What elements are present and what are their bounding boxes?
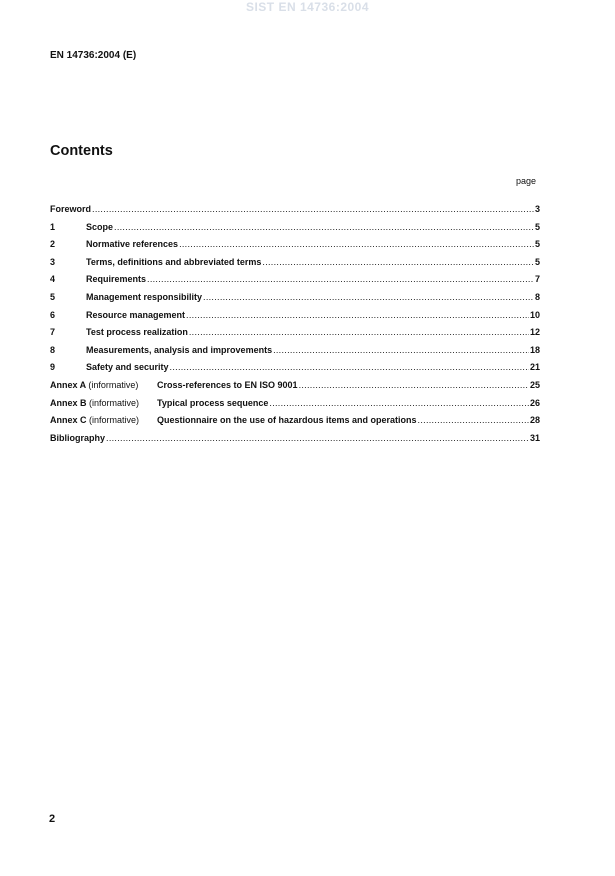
toc-entry-page: 31 <box>529 432 540 443</box>
toc-entry-page: 21 <box>529 362 540 373</box>
toc-annex-entry[interactable] <box>50 415 540 433</box>
toc-entry-page: 7 <box>534 274 540 285</box>
toc-entry-number: 4 <box>50 274 56 285</box>
toc-entry-page: 18 <box>529 344 540 355</box>
annex-id <box>50 398 157 408</box>
toc-entry-label: Normative references <box>86 239 179 250</box>
annex-type: (informative) <box>89 415 140 426</box>
toc-entry-label: Test process realization <box>86 327 188 338</box>
toc-entry[interactable] <box>50 274 540 292</box>
toc-entry-page: 25 <box>529 379 540 390</box>
toc-entry-page: 5 <box>534 239 540 250</box>
toc-entry-page: 10 <box>529 309 540 320</box>
annex-type: (informative) <box>89 397 140 408</box>
toc-entry[interactable] <box>50 292 540 310</box>
toc-entry-label: Typical process sequence <box>157 397 269 408</box>
toc-entry-page: 3 <box>534 204 540 214</box>
toc-entry[interactable] <box>50 310 540 328</box>
toc-entry-foreword[interactable] <box>50 204 540 222</box>
table-of-contents <box>50 204 540 450</box>
dot-leader <box>92 204 534 214</box>
page-number: 2 <box>49 813 56 825</box>
dot-leader <box>418 415 529 425</box>
page-title: Contents <box>50 143 113 159</box>
toc-entry[interactable] <box>50 362 540 380</box>
dot-leader <box>147 274 534 284</box>
toc-entry-label: Management responsibility <box>86 291 203 302</box>
toc-entry-page: 26 <box>529 397 540 408</box>
toc-entry-label: Terms, definitions and abbreviated terms <box>86 256 262 267</box>
annex-id <box>50 415 157 425</box>
page-column-label: page <box>516 176 537 186</box>
dot-leader <box>114 222 534 232</box>
toc-entry-number: 6 <box>50 309 56 320</box>
watermark: SIST EN 14736:2004 <box>245 0 370 14</box>
toc-entry-label: Scope <box>86 221 114 232</box>
dot-leader <box>186 310 529 320</box>
toc-entry-bibliography[interactable] <box>50 433 540 451</box>
toc-entry-page: 5 <box>534 221 540 232</box>
dot-leader <box>189 327 529 337</box>
annex-letter: Annex B <box>50 397 87 408</box>
toc-entry-label: Requirements <box>86 274 147 285</box>
toc-entry[interactable] <box>50 345 540 363</box>
annex-type: (informative) <box>88 379 139 390</box>
toc-entry-label: Resource management <box>86 309 186 320</box>
toc-entry[interactable] <box>50 257 540 275</box>
dot-leader <box>299 380 529 390</box>
dot-leader <box>203 292 534 302</box>
toc-entry-label: Questionnaire on the use of hazardous items and operations <box>157 415 417 426</box>
toc-entry-page: 28 <box>529 415 540 426</box>
toc-entry[interactable] <box>50 239 540 257</box>
toc-entry-page: 5 <box>534 256 540 267</box>
toc-entry-number: 2 <box>50 239 56 250</box>
toc-entry-number: 9 <box>50 362 56 373</box>
dot-leader <box>262 257 534 267</box>
toc-entry-number: 7 <box>50 327 56 338</box>
dot-leader <box>179 239 534 249</box>
document-id: EN 14736:2004 (E) <box>50 50 137 61</box>
toc-entry-label: Foreword <box>50 204 92 214</box>
toc-entry-page: 8 <box>534 291 540 302</box>
toc-entry-number: 3 <box>50 256 56 267</box>
toc-annex-entry[interactable] <box>50 398 540 416</box>
toc-entry-label: Bibliography <box>50 432 106 443</box>
annex-letter: Annex A <box>50 379 86 390</box>
toc-entry[interactable] <box>50 222 540 240</box>
toc-entry-label: Safety and security <box>86 362 169 373</box>
toc-entry[interactable] <box>50 327 540 345</box>
annex-letter: Annex C <box>50 415 87 426</box>
toc-entry-number: 8 <box>50 344 56 355</box>
dot-leader <box>269 398 529 408</box>
toc-entry-number: 1 <box>50 221 56 232</box>
toc-entry-label: Measurements, analysis and improvements <box>86 344 273 355</box>
toc-entry-label: Cross-references to EN ISO 9001 <box>157 379 298 390</box>
toc-entry-number: 5 <box>50 291 56 302</box>
dot-leader <box>273 345 529 355</box>
dot-leader <box>106 433 529 443</box>
dot-leader <box>170 362 529 372</box>
toc-entry-page: 12 <box>529 327 540 338</box>
annex-id <box>50 380 157 390</box>
toc-annex-entry[interactable] <box>50 380 540 398</box>
